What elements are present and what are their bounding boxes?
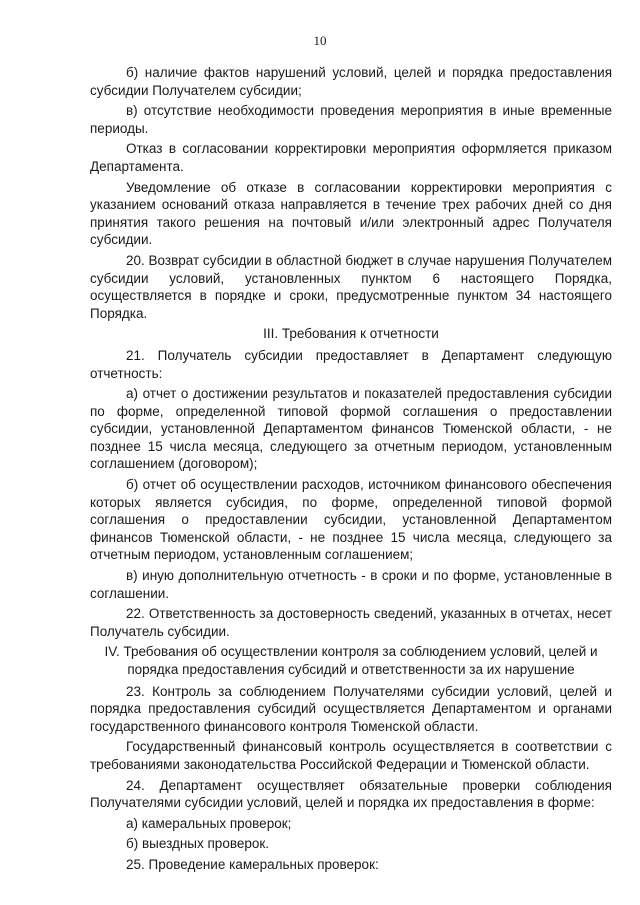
paragraph-24-inspections: 24. Департамент осуществляет обязательные проверки соблюдения Получателями субсидии условий, целей и порядка их предоставления в форме: (90, 777, 612, 811)
paragraph-21a-results-report: а) отчет о достижении результатов и показателей предоставления субсидии по форме, определенной типовой формой соглашения о предоставлении субсидии, установленной Департаментом финансов Тюменской области, - не позднее 15 числа месяца, следующего за отчетным периодом, установленным соглашением (договором); (90, 386, 612, 472)
document-body (90, 64, 612, 877)
section-4-heading: IV. Требования об осуществлении контроля за соблюдением условий, целей и порядка предоставления субсидий и ответственности за их нарушение (104, 644, 598, 677)
paragraph-25-desk-inspections: 25. Проведение камеральных проверок: (126, 856, 379, 872)
paragraph-24a-desk-inspections: а) камеральных проверок; (126, 815, 292, 831)
paragraph-21-reporting: 21. Получатель субсидии предоставляет в Департамент следующую отчетность: (90, 347, 612, 381)
page-number: 10 (313, 33, 327, 48)
paragraph-v-no-need: в) отсутствие необходимости проведения мероприятия в иные временные периоды. (90, 103, 612, 136)
paragraph-23-control: 23. Контроль за соблюдением Получателями субсидии условий, целей и порядка предоставления субсидий осуществляется Департаментом и органами государственного финансового контроля Тюменской области. (90, 683, 612, 734)
paragraph-b-violations: б) наличие фактов нарушений условий, целей и порядка предоставления субсидии Получателем субсидии; (90, 65, 612, 98)
paragraph-21b-expenses-report: б) отчет об осуществлении расходов, источником финансового обеспечения которых является субсидия, по форме, определенной типовой формой соглашения о предоставлении субсидии, установленной Департаментом финансов Тюменской области, - не позднее 15 числа месяца, следующего за отчетным периодом, установленным соглашением; (90, 477, 612, 563)
section-3-heading: III. Требования к отчетности (263, 326, 439, 342)
paragraph-20-refund: 20. Возврат субсидии в областной бюджет в случае нарушения Получателем субсидии условий, установленных пунктом 6 настоящего Порядка, осуществляется в порядке и сроки, предусмотренные пунктом 34 настоящего Порядка. (90, 252, 612, 321)
paragraph-22-responsibility: 22. Ответственность за достоверность сведений, указанных в отчетах, несет Получатель субсидии. (90, 606, 612, 639)
paragraph-refusal-order: Отказ в согласовании корректировки мероприятия оформляется приказом Департамента. (90, 141, 612, 174)
paragraph-state-financial-control: Государственный финансовый контроль осуществляется в соответствии с требованиями законодательства Российской Федерации и Тюменской области. (90, 739, 612, 772)
paragraph-24b-field-inspections: б) выездных проверок. (126, 836, 270, 852)
paragraph-refusal-notice: Уведомление об отказе в согласовании корректировки мероприятия с указанием оснований отказа направляется в течение трех рабочих дней со дня принятия такого решения на почтовый и/или электронный адрес Получателя субсидии. (90, 179, 612, 248)
paragraph-21v-other-reporting: в) иную дополнительную отчетность - в сроки и по форме, установленные в соглашении. (90, 568, 612, 601)
